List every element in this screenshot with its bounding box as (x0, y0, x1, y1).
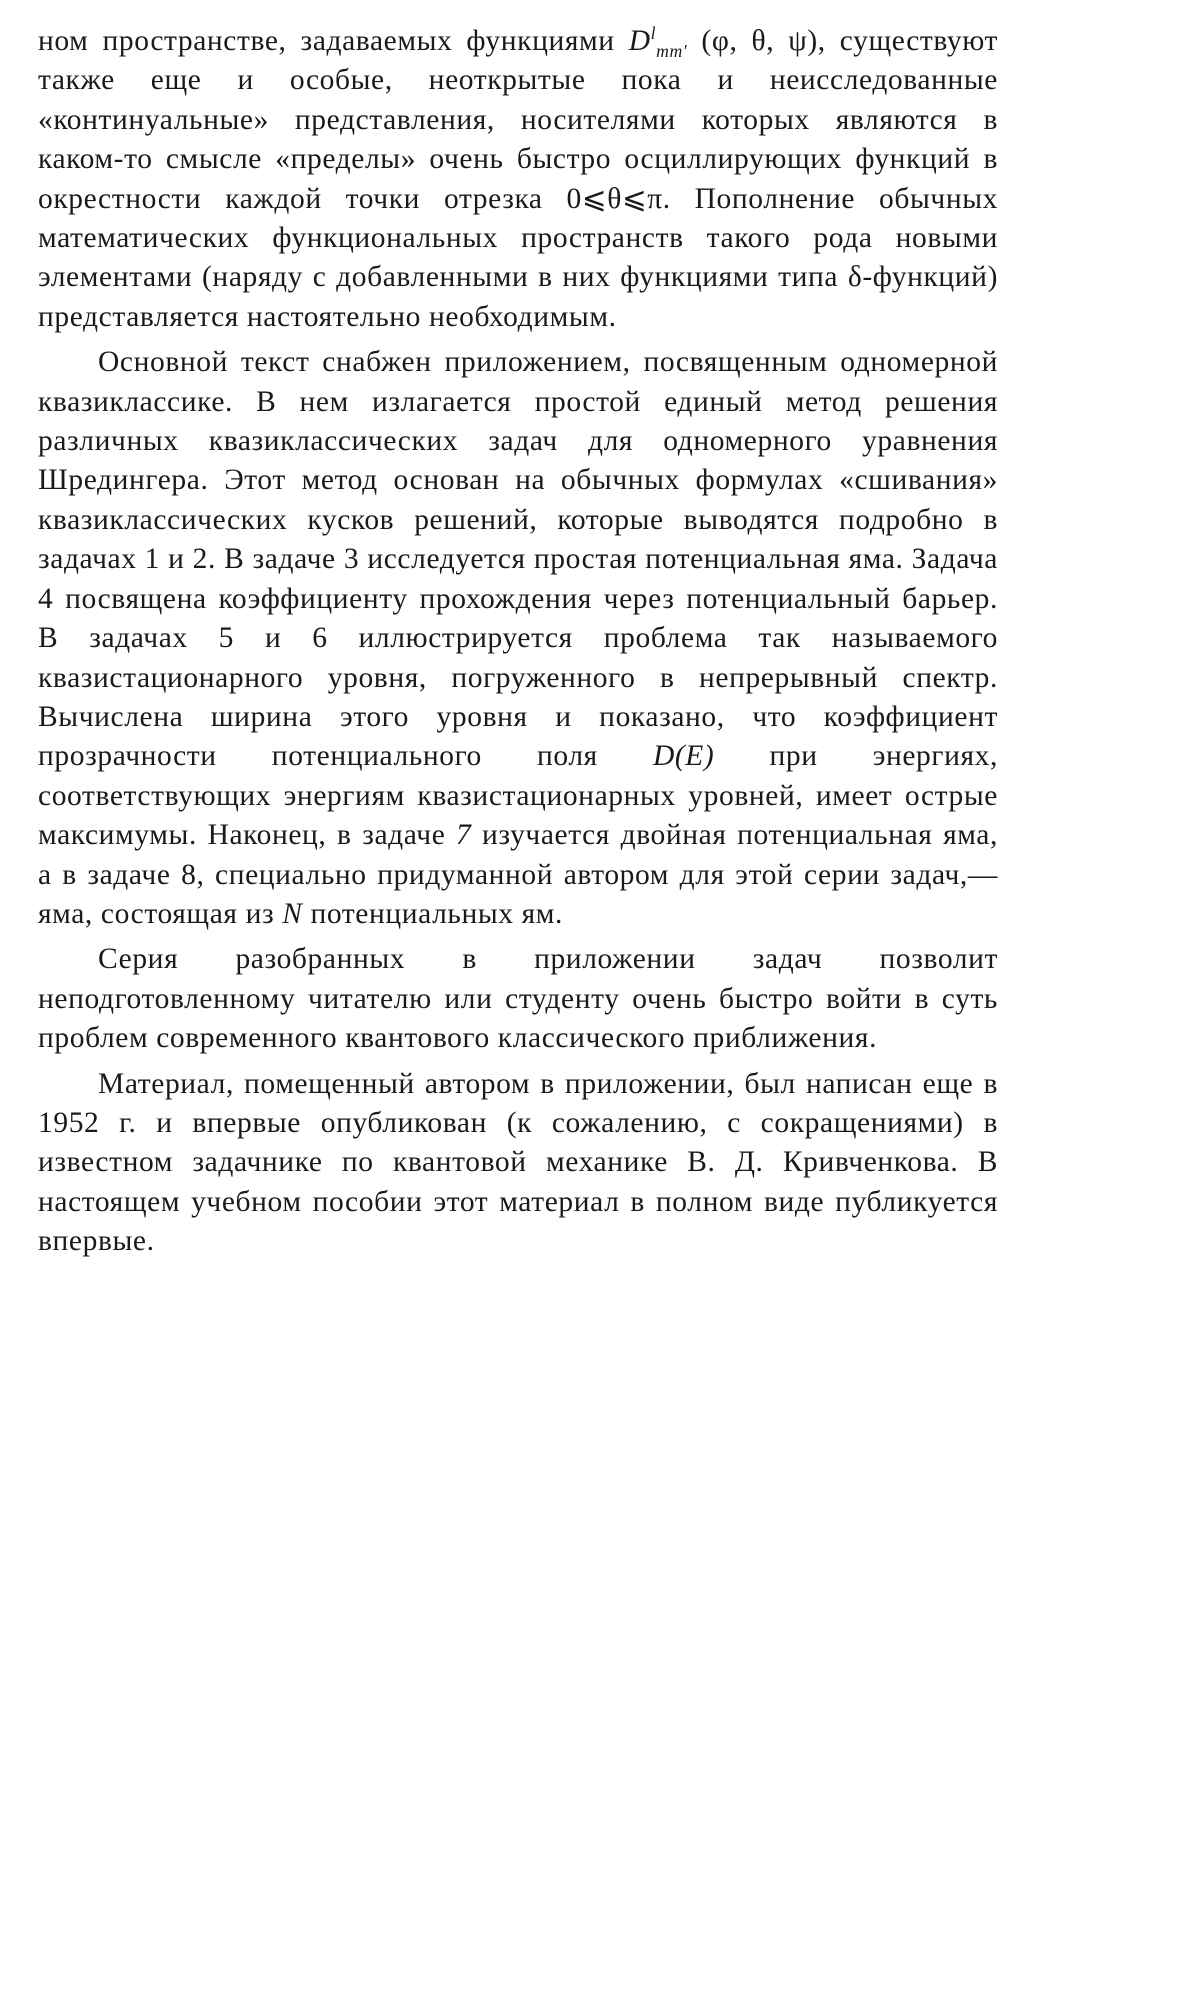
text-run: потенциальных ям. (302, 897, 564, 930)
paragraph-problem-series: Серия разобранных в приложении задач позволит неподготовленному читателю или студенту очень быстро войти в суть проблем современного квантового классического приближения. (38, 943, 998, 1055)
formula-transparency: D(E) (652, 740, 715, 773)
paragraph-continuation (38, 22, 998, 337)
formula-subscript: mm′ (656, 40, 688, 61)
formula-symbol: D (628, 25, 651, 57)
text-run: ном пространстве, задаваемых функциями (38, 25, 629, 57)
paragraph-appendix-intro (38, 343, 998, 934)
text-run: при энергиях, соответствующих энергиям квазистационарных уровней, имеет острые максимумы. Наконец, в задаче (38, 740, 998, 852)
formula-superscript: l (650, 23, 657, 44)
formula-n-wells: N (282, 897, 303, 930)
text-run: изучается двойная потенциальная яма, а в задаче 8, специально придуманной автором для этой серии задач,— яма, состоящая из (38, 819, 998, 930)
problem-number: 7 (456, 819, 472, 852)
book-page (38, 22, 998, 1268)
formula-d-function (628, 23, 688, 61)
text-run: (φ, θ, ψ), существуют также еще и особые, неоткрытые пока и неисследованные «континуальные» представления, носителями которых являются в каком-то смысле «пределы» очень быстро осциллирующих функций в окрестности каждой точки отрезка 0⩽θ⩽π. Пополнение обычных математических функциональных пространств такого рода новыми элементами (наряду с добавленными в них функциями типа δ-функций) представляется настоятельно необходимым. (38, 25, 998, 333)
paragraph-material-history: Материал, помещенный автором в приложении, был написан еще в 1952 г. и впервые опубликован (к сожалению, с сокращениями) в известном задачнике по квантовой механике В. Д. Кривченкова. В настоящем учебном пособии этот материал в полном виде публикуется впервые. (38, 1067, 998, 1258)
text-run: Основной текст снабжен приложением, посвященным одномерной квазиклассике. В нем излагается простой единый метод решения различных квазиклассических задач для одномерного уравнения Шредингера. Этот метод основан на обычных формулах «сшивания» квазиклассических кусков решений, которые выводятся подробно в задачах 1 и 2. В задаче 3 исследуется простая потенциальная яма. Задача 4 посвящена коэффициенту прохождения через потенциальный барьер. В задачах 5 и 6 иллюстрируется проблема так называемого квазистационарного уровня, погруженного в непрерывный спектр. Вычислена ширина этого уровня и показано, что коэффициент прозрачности потенциального поля (38, 346, 998, 773)
